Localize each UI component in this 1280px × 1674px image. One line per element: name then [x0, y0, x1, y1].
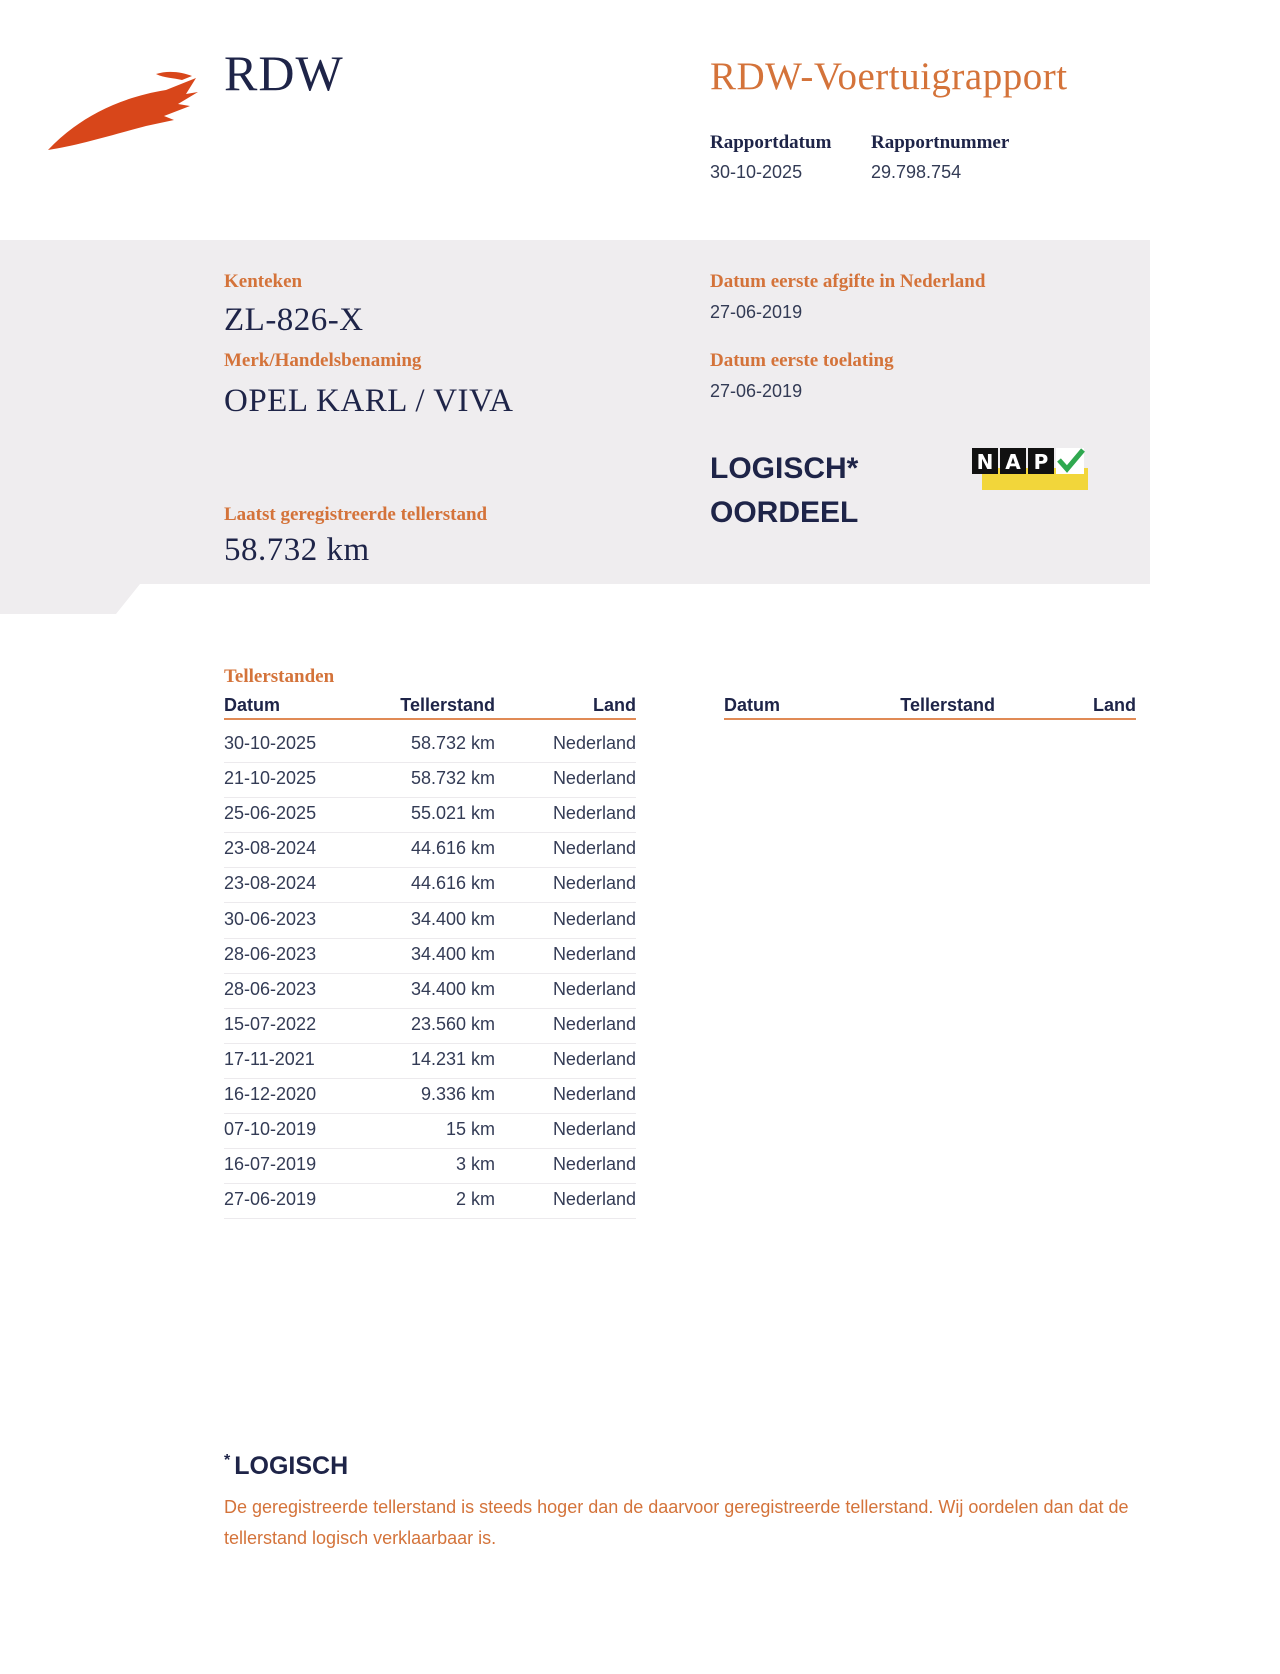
report-title: RDW-Voertuigrapport [710, 55, 1068, 98]
reading-country: Nederland [552, 908, 636, 929]
verdict-value: LOGISCH* [710, 452, 859, 485]
left-header-rule [224, 718, 636, 720]
first-issue-label: Datum eerste afgifte in Nederland [710, 271, 986, 292]
table-row-divider [224, 1078, 636, 1079]
reading-odometer: 9.336 km [420, 1084, 495, 1104]
reading-odometer: 23.560 km [410, 1013, 495, 1034]
nap-letter-a: A [1005, 450, 1021, 474]
reading-odometer: 44.616 km [410, 838, 495, 859]
table-row-divider [224, 1148, 636, 1149]
reading-date: 30-06-2023 [224, 908, 317, 929]
reading-country: Nederland [552, 733, 636, 753]
reading-date: 16-07-2019 [224, 1154, 317, 1175]
right-col-country-header: Land [1093, 695, 1136, 715]
readings-title: Tellerstanden [224, 666, 335, 687]
table-row-divider [224, 1043, 636, 1044]
reading-country: Nederland [552, 873, 636, 894]
left-col-country-header: Land [593, 695, 636, 715]
reading-country: Nederland [552, 768, 636, 789]
nap-letter-n: N [976, 450, 994, 474]
reading-odometer: 14.231 km [410, 1048, 495, 1069]
reading-country: Nederland [552, 1084, 636, 1104]
reading-date: 07-10-2019 [224, 1119, 317, 1140]
reading-date: 21-10-2025 [224, 768, 317, 789]
report-date-label: Rapportdatum [710, 132, 832, 153]
reading-odometer: 2 km [455, 1189, 495, 1210]
reading-date: 30-10-2025 [224, 733, 317, 753]
report-date-value: 30-10-2025 [710, 162, 803, 182]
footnote-title-text: LOGISCH [234, 1452, 349, 1480]
first-admission-label: Datum eerste toelating [710, 350, 894, 371]
table-row-divider [224, 1008, 636, 1009]
table-row-divider [224, 1113, 636, 1114]
reading-odometer: 58.732 km [410, 733, 495, 753]
footnote-text: De geregistreerde tellerstand is steeds hoger dan de daarvoor geregistreerde tellerstand. Wij oordelen dan dat de tellerstand logisch verklaarbaar is. [224, 1497, 1129, 1548]
reading-odometer: 34.400 km [410, 908, 495, 929]
right-col-odometer-header: Tellerstand [900, 695, 995, 715]
table-row-divider [224, 797, 636, 798]
last-odometer-label: Laatst geregistreerde tellerstand [224, 504, 488, 525]
reading-country: Nederland [552, 1048, 636, 1069]
reading-country: Nederland [552, 838, 636, 859]
verdict-label: OORDEEL [710, 496, 859, 529]
table-row-divider [224, 867, 636, 868]
reading-odometer: 34.400 km [410, 978, 495, 999]
reading-odometer: 3 km [455, 1154, 495, 1175]
rdw-logo-icon [46, 68, 202, 158]
summary-panel [0, 240, 1150, 614]
reading-odometer: 58.732 km [410, 768, 495, 789]
reading-country: Nederland [552, 1189, 636, 1210]
footnote-star: * [224, 1452, 231, 1469]
last-odometer-value: 58.732 km [224, 532, 370, 568]
table-row-divider [224, 1183, 636, 1184]
reading-date: 17-11-2021 [224, 1048, 315, 1069]
reading-country: Nederland [552, 1119, 636, 1140]
reading-date: 23-08-2024 [224, 873, 317, 894]
reading-date: 23-08-2024 [224, 838, 317, 859]
reading-date: 27-06-2019 [224, 1189, 317, 1210]
nap-letter-p: P [1033, 450, 1049, 474]
right-header-rule [724, 718, 1136, 720]
report-number-label: Rapportnummer [871, 132, 1010, 153]
reading-date: 28-06-2023 [224, 943, 317, 964]
brand-name: RDW [224, 45, 344, 101]
table-row-divider [224, 938, 636, 939]
reading-country: Nederland [552, 1013, 636, 1034]
kenteken-value: ZL-826-X [224, 302, 364, 338]
reading-country: Nederland [552, 1154, 636, 1175]
reading-odometer: 55.021 km [410, 803, 495, 824]
merk-value: OPEL KARL / VIVA [224, 383, 514, 419]
merk-label: Merk/Handelsbenaming [224, 350, 422, 371]
footnote-title [224, 1452, 348, 1481]
table-row-divider [224, 902, 636, 903]
reading-date: 28-06-2023 [224, 978, 317, 999]
first-issue-value: 27-06-2019 [710, 302, 803, 322]
left-col-date-header: Datum [224, 695, 281, 715]
left-col-odometer-header: Tellerstand [400, 695, 495, 715]
table-row-divider [224, 1218, 636, 1219]
nap-badge-icon [970, 444, 1090, 494]
reading-country: Nederland [552, 803, 636, 824]
reading-country: Nederland [552, 978, 636, 999]
reading-date: 16-12-2020 [224, 1084, 317, 1104]
kenteken-label: Kenteken [224, 271, 303, 292]
reading-odometer: 44.616 km [410, 873, 495, 894]
first-admission-value: 27-06-2019 [710, 381, 803, 401]
reading-odometer: 34.400 km [410, 943, 495, 964]
reading-country: Nederland [552, 943, 636, 964]
table-row-divider [224, 762, 636, 763]
reading-odometer: 15 km [445, 1119, 495, 1140]
table-row-divider [224, 832, 636, 833]
table-row-divider [224, 973, 636, 974]
right-col-date-header: Datum [724, 695, 781, 715]
reading-date: 25-06-2025 [224, 803, 317, 824]
reading-date: 15-07-2022 [224, 1013, 317, 1034]
report-number-value: 29.798.754 [871, 162, 962, 182]
